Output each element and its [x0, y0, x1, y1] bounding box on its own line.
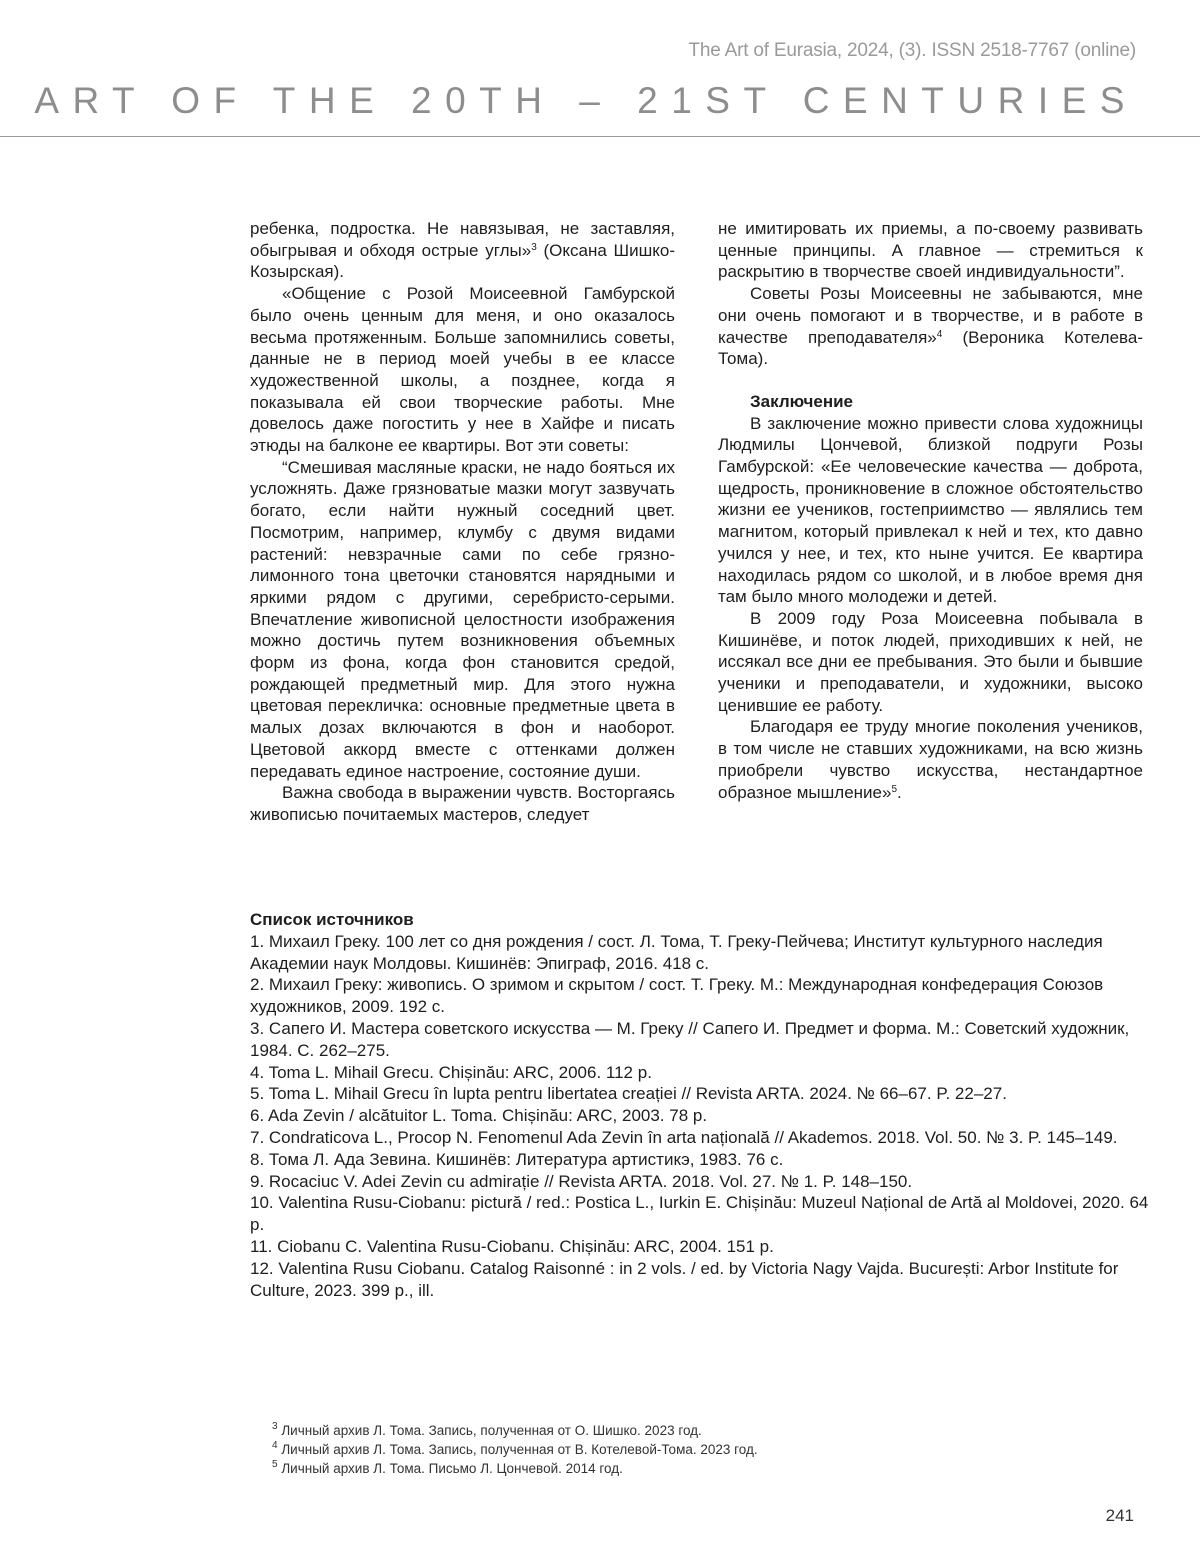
reference-item: 12. Valentina Rusu Ciobanu. Catalog Raisonné : in 2 vols. / ed. by Victoria Nagy Vajda. București: Arbor Institute for Culture, 2023. 399 p., ill. [250, 1258, 1119, 1300]
left-paragraph-2: «Общение с Розой Моисеевной Гамбурской было очень ценным для меня, и оно оказалось весьма протяженным. Больше запомнились советы, данные не в период моей учебы в ее классе художественной школы, а позднее, когда я показывала ей свои творческие работы. Мне довелось даже погостить у нее в Хайфе и писать этюды на балконе ее квартиры. Вот эти советы: [250, 284, 675, 456]
footnote-4: $^4$ Личный архив Л. Тома. Запись, полученная от В. Котелевой-Тома. 2023 год. [272, 1440, 758, 1457]
footnote-5: $^5$ Личный архив Л. Тома. Письмо Л. Цончевой. 2014 год. [272, 1459, 623, 1476]
reference-item: 4. Toma L. Mihail Grecu. Chișinău: ARC, 2006. 112 p. [250, 1062, 652, 1082]
reference-item: 9. Rocaciuc V. Adei Zevin cu admirație // Revista ARTA. 2018. Vol. 27. № 1. P. 148–150. [250, 1171, 913, 1191]
reference-item: 1. Михаил Греку. 100 лет со дня рождения / сост. Л. Тома, Т. Греку-Пейчева; Институт культурного наследия Академии наук Молдовы. Кишинёв: Эпиграф, 2016. 418 с. [250, 931, 1103, 973]
left-column [250, 218, 675, 826]
left-paragraph-1: ребенка, подростка. Не навязывая, не заставляя, обыгрывая и обходя острые углы»$^3$ (Оксана Шишко-Козырская). [250, 219, 676, 282]
reference-item: 6. Ada Zevin / alcătuitor L. Toma. Chișinău: ARC, 2003. 78 p. [250, 1106, 708, 1126]
references-list [250, 931, 1150, 1302]
section-title: ART OF THE 20TH – 21ST CENTURIES [34, 80, 1138, 121]
right-column [718, 218, 1143, 803]
header-divider [0, 136, 1200, 137]
right-paragraph-1: не имитировать их приемы, а по-своему развивать ценные принципы. А главное — стремиться к раскрытию в творчестве своей индивидуальности”. [718, 219, 1143, 282]
left-paragraph-3: “Смешивая масляные краски, не надо бояться их усложнять. Даже грязноватые мазки могут зазвучать богато, если найти нужный соседний цвет. Посмотрим, например, клумбу с двумя видами растений: невзрачные сами по себе грязно-лимонного тона цветочки становятся нарядными и яркими рядом с другими, серебристо-серыми. Впечатление живописной целостности изображения можно достичь путем возникновения объемных форм из фона, когда фон становится средой, рождающей предметный мир. Для этого нужна цветовая перекличка: основные предметные цвета в малых дозах включаются в фон и наоборот. Цветовой аккорд вместе с оттенками должен передавать единое настроение, состояние души. [250, 457, 675, 781]
references-section [250, 909, 1150, 1301]
journal-citation: The Art of Eurasia, 2024, (3). ISSN 2518-7767 (online) [688, 40, 1136, 61]
reference-item: 5. Toma L. Mihail Grecu în lupta pentru libertatea creației // Revista ARTA. 2024. № 66–67. P. 22–27. [250, 1084, 1007, 1104]
reference-item: 7. Condraticova L., Procop N. Fenomenul Ada Zevin în arta națională // Akademos. 2018. Vol. 50. № 3. P. 145–149. [250, 1127, 1118, 1147]
left-paragraph-4: Важна свобода в выражении чувств. Восторгаясь живописью почитаемых мастеров, следует [250, 783, 675, 824]
footnote-ref-5[interactable]: 5 [891, 783, 897, 795]
right-paragraph-4: В 2009 году Роза Моисеевна побывала в Кишинёве, и поток людей, приходивших к ней, не иссякал все дни ее пребывания. Это были и бывшие ученики и преподаватели, и художники, высоко ценившие ее работу. [718, 608, 1143, 715]
references-title: Список источников [250, 910, 414, 929]
footnote-ref-4[interactable]: 4 [936, 328, 943, 340]
reference-item: 11. Ciobanu C. Valentina Rusu-Ciobanu. Chișinău: ARC, 2004. 151 p. [250, 1236, 774, 1256]
right-paragraph-2: Советы Розы Моисеевны не забываются, мне они очень помогают и в творчестве, и в работе в качестве преподавателя»$^4$ (Вероника Котелева-Тома). [718, 284, 1143, 369]
right-paragraph-5: Благодаря ее труду многие поколения учеников, в том числе не ставших художниками, на всю жизнь приобрели чувство искусства, нестандартное образное мышление»$^5$. [718, 717, 1143, 802]
page-number: 241 [1105, 1506, 1134, 1525]
reference-item: 3. Сапего И. Мастера советского искусства — М. Греку // Сапего И. Предмет и форма. М.: Советский художник, 1984. С. 262–275. [250, 1018, 1130, 1060]
right-paragraph-3: В заключение можно привести слова художницы Людмилы Цончевой, близкой подруги Розы Гамбурской: «Ее человеческие качества — доброта, щедрость, проникновение в сложное обстоятельство жизни ее учеников, гостеприимство — являлись тем магнитом, который привлекал к ней и тех, кто давно учился у нее, и тех, кто ныне учится. Ее квартира находилась рядом со школой, и в любое время дня там было много молодежи и детей. [718, 413, 1143, 607]
reference-item: 8. Тома Л. Ада Зевина. Кишинёв: Литература артистикэ, 1983. 76 с. [250, 1149, 784, 1169]
reference-item: 10. Valentina Rusu-Ciobanu: pictură / red.: Postica L., Iurkin E. Chișinău: Muzeul Național de Artă al Moldovei, 2020. 64 p. [250, 1193, 1149, 1235]
reference-item: 2. Михаил Греку: живопись. О зримом и скрытом / сост. Т. Греку. М.: Международная конфедерация Союзов художников, 2009. 192 с. [250, 975, 1104, 1017]
footnote-3: $^3$ Личный архив Л. Тома. Запись, полученная от О. Шишко. 2023 год. [272, 1421, 702, 1438]
footnotes [272, 1421, 1072, 1478]
footnote-ref-3[interactable]: 3 [531, 241, 537, 253]
conclusion-heading: Заключение [750, 391, 853, 411]
